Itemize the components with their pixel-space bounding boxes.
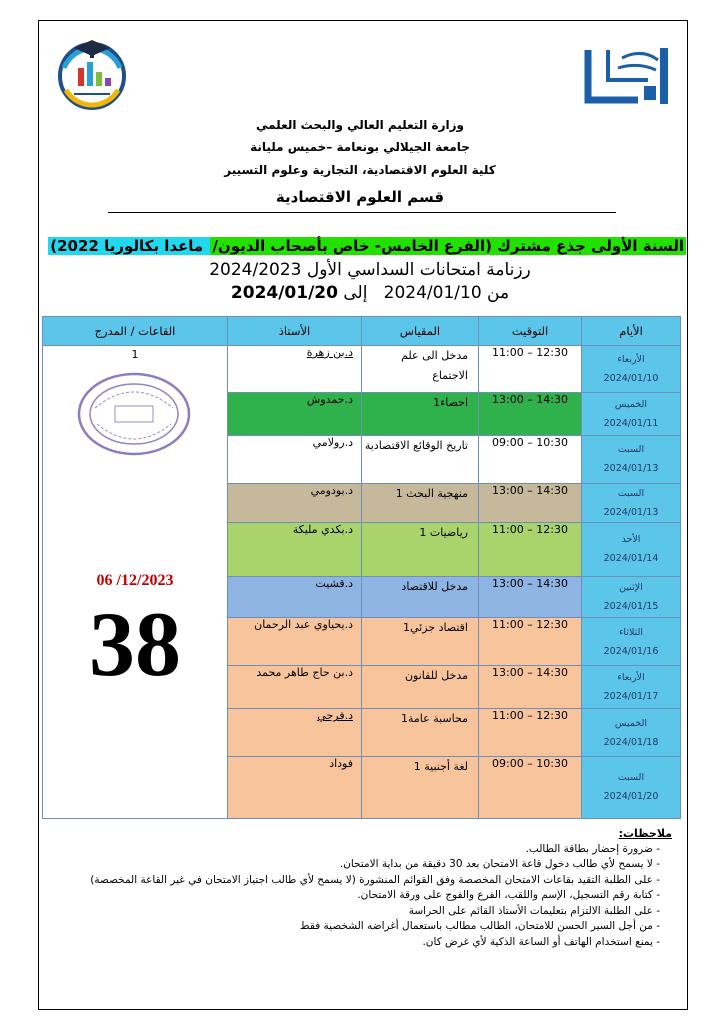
note-item: - يمنع استخدام الهاتف أو الساعة الذكية لأي غرض كان. — [422, 935, 660, 948]
room-number: 1 — [131, 348, 139, 361]
professor-name: د.قشيت — [315, 576, 353, 590]
professor-cell — [228, 666, 362, 709]
year-level-text: السنة الأولى جذع مشترك (الفرع الخامس- خاص بأصحاب الديون/ — [212, 237, 684, 255]
from-label: من — [487, 283, 510, 303]
professor-cell — [228, 393, 362, 436]
professor-cell — [228, 618, 362, 666]
time-cell: 11:00 – 12:30 — [479, 618, 582, 666]
schedule-date-range — [150, 283, 590, 303]
time-cell: 13:00 – 14:30 — [479, 393, 582, 436]
professor-cell — [228, 709, 362, 756]
professor-cell — [228, 576, 362, 617]
time-cell: 09:00 – 10:30 — [479, 436, 582, 483]
note-item: - ضرورة إحضار بطاقة الطالب. — [525, 842, 660, 855]
day-date: 2024/01/10 — [603, 373, 659, 385]
day-cell — [582, 346, 681, 393]
module-cell: احصاء1 — [362, 393, 479, 436]
day-name: الأربعاء — [617, 354, 645, 366]
university-logo — [578, 40, 678, 112]
module-cell: رياضيات 1 — [362, 522, 479, 576]
header-rooms: القاعات / المدرج — [43, 317, 228, 346]
header-divider — [108, 212, 616, 213]
professor-name: د.بن زهرة — [306, 346, 353, 359]
day-cell — [582, 709, 681, 756]
header-days: الأيام — [582, 317, 681, 346]
notes-title: ملاحظات: — [618, 827, 672, 840]
schedule-title: رزنامة امتحانات السداسي الأول 2024/2023 — [209, 260, 531, 280]
room-cell — [43, 346, 228, 819]
university-name: جامعة الجيلالي بونعامة –خميس مليانة — [250, 140, 470, 154]
professor-name: د.يحياوي عبد الرحمان — [254, 618, 353, 632]
official-stamp — [75, 368, 193, 460]
time-cell: 09:00 – 10:30 — [479, 756, 582, 818]
day-date: 2024/01/13 — [603, 463, 659, 475]
notes-section — [44, 826, 672, 950]
professor-name: د.فرحي — [317, 709, 353, 723]
day-cell — [582, 666, 681, 709]
header-time: التوقيت — [479, 317, 582, 346]
day-name: الإثنين — [619, 582, 643, 593]
department-name: قسم العلوم الاقتصادية — [275, 188, 445, 206]
time-cell: 13:00 – 14:30 — [479, 666, 582, 709]
professor-name: د.حمدوش — [306, 393, 353, 407]
module-cell: مدخل للقانون — [362, 666, 479, 709]
professor-name: فوداد — [329, 756, 353, 770]
professor-name: د.رولامي — [312, 436, 353, 450]
exam-group-number: 38 — [89, 593, 181, 695]
module-cell: منهجية البحث 1 — [362, 483, 479, 522]
module-cell: لغة أجنبية 1 — [362, 756, 479, 818]
professor-cell — [228, 483, 362, 522]
year-level-banner — [50, 234, 686, 258]
day-date: 2024/01/16 — [603, 645, 659, 657]
day-name: الخميس — [614, 717, 648, 729]
to-date: 2024/01/20 — [230, 283, 338, 303]
module-cell: محاسبة عامة1 — [362, 709, 479, 756]
ministry-name: وزارة التعليم العالي والبحث العلمي — [255, 118, 465, 132]
professor-cell — [228, 436, 362, 483]
day-name: الخميس — [614, 399, 648, 411]
day-name: السبت — [617, 772, 645, 784]
module-cell: اقتصاد جزئي1 — [362, 618, 479, 666]
day-name: الأربعاء — [617, 672, 645, 684]
professor-name: د.بودومي — [310, 483, 353, 497]
table-row — [43, 346, 681, 393]
professor-name: د.بكدي مليكة — [292, 522, 353, 536]
module-cell: تاريخ الوقائع الاقتصادية — [362, 436, 479, 483]
day-date: 2024/01/11 — [603, 418, 659, 430]
professor-cell — [228, 346, 362, 393]
time-cell: 13:00 – 14:30 — [479, 576, 582, 617]
day-cell — [582, 436, 681, 483]
professor-name: د.بن حاج طاهر محمد — [256, 666, 353, 680]
year-level-exception: ماعدا بكالوريا 2022) — [50, 237, 209, 255]
exam-schedule-table — [42, 316, 681, 819]
day-date: 2024/01/18 — [603, 736, 659, 748]
faculty-logo — [52, 34, 132, 112]
day-cell — [582, 576, 681, 617]
time-cell: 11:00 – 12:30 — [479, 346, 582, 393]
day-date: 2024/01/17 — [603, 691, 659, 703]
day-date: 2024/01/15 — [603, 601, 659, 612]
note-item: - من أجل السير الحسن للامتحان، الطالب مطالب باستعمال أغراضه الشخصية فقط — [299, 920, 660, 932]
day-name: السبت — [617, 444, 645, 456]
day-date: 2024/01/20 — [603, 791, 659, 803]
module-cell: مدخل الى علم الاجتماع — [362, 346, 479, 393]
note-item: - لا يسمح لأي طالب دخول قاعة الامتحان بعد 30 دقيقة من بداية الامتحان. — [339, 858, 660, 870]
note-item: - على الطلبة الالتزام بتعليمات الأستاذ القائم على الحراسة — [408, 904, 660, 917]
note-item: - كتابة رقم التسجيل، الإسم واللقب، الفرع والفوج على ورقة الامتحان. — [357, 889, 660, 901]
day-cell — [582, 522, 681, 576]
header-module: المقياس — [362, 317, 479, 346]
day-date: 2024/01/13 — [603, 506, 659, 518]
day-cell — [582, 756, 681, 818]
professor-cell — [228, 756, 362, 818]
module-cell: مدخل للاقتصاد — [362, 576, 479, 617]
time-cell: 11:00 – 12:30 — [479, 522, 582, 576]
day-cell — [582, 483, 681, 522]
day-date: 2024/01/14 — [603, 553, 659, 565]
faculty-name: كلية العلوم الاقتصادية، التجارية وعلوم التسيير — [224, 163, 496, 177]
header-professor: الأستاذ — [228, 317, 362, 346]
note-item: - على الطلبة التقيد بقاعات الامتحان المخصصة وفق القوائم المنشورة (لا يسمح لأي طالب اجتياز الامتحان في غير القاعة المخصصة) — [90, 873, 660, 886]
to-label: إلى — [343, 283, 368, 303]
professor-cell — [228, 522, 362, 576]
day-cell — [582, 393, 681, 436]
time-cell: 11:00 – 12:30 — [479, 709, 582, 756]
day-name: الثلاثاء — [618, 626, 644, 638]
table-header-row — [43, 317, 681, 346]
time-cell: 13:00 – 14:30 — [479, 483, 582, 522]
day-name: الأحد — [621, 534, 641, 546]
from-date: 2024/01/10 — [383, 283, 482, 303]
posted-date: 06 /12/2023 — [96, 572, 174, 589]
day-name: السبت — [617, 487, 645, 499]
day-cell — [582, 618, 681, 666]
